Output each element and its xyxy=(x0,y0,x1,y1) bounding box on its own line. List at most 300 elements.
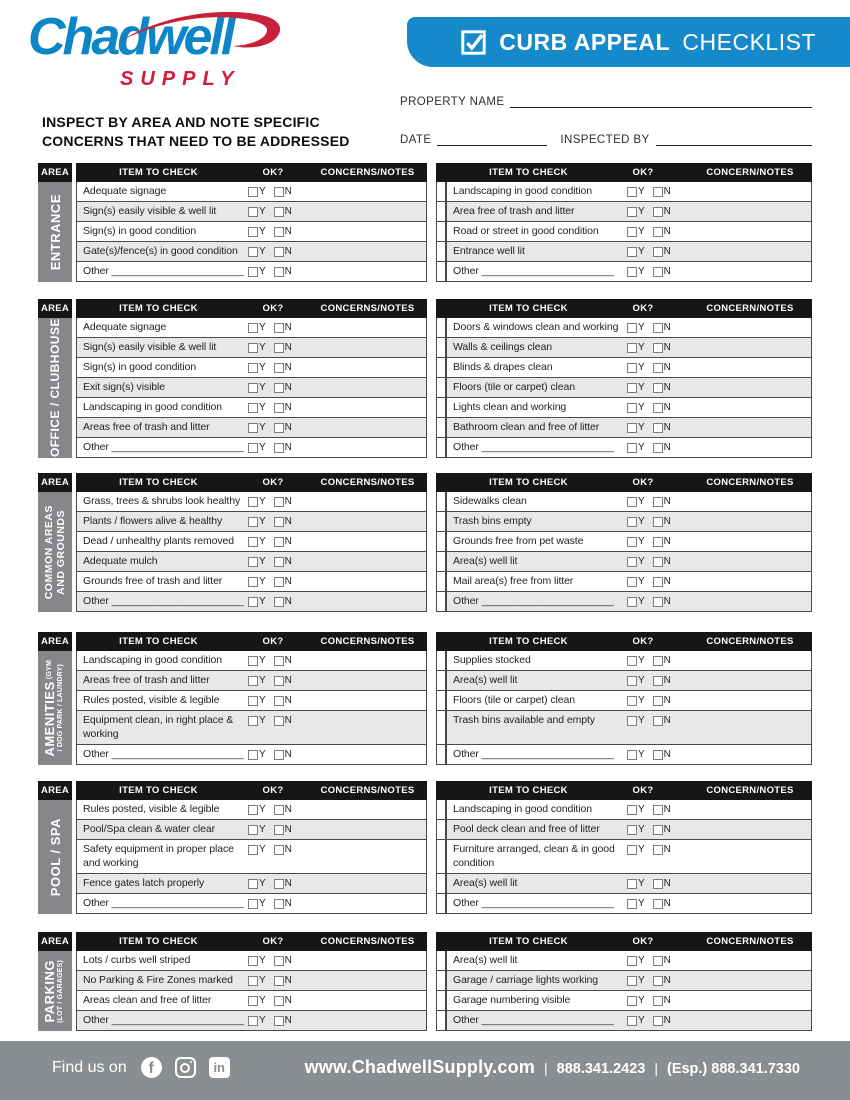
concern-notes-cell[interactable] xyxy=(688,1011,812,1031)
checkbox-no-box[interactable] xyxy=(274,825,284,835)
checkbox-no[interactable] xyxy=(274,596,292,607)
concerns-notes-cell[interactable] xyxy=(308,222,427,242)
checkbox-yes-box[interactable] xyxy=(627,443,637,453)
checkbox-yes-box[interactable] xyxy=(627,363,637,373)
checkbox-yes[interactable] xyxy=(248,402,266,413)
checkbox-yes-box[interactable] xyxy=(248,343,258,353)
concerns-notes-cell[interactable] xyxy=(308,971,427,991)
checkbox-no[interactable] xyxy=(274,824,292,835)
checkbox-yes[interactable] xyxy=(248,496,266,507)
concerns-notes-cell[interactable] xyxy=(308,492,427,512)
checkbox-no-box[interactable] xyxy=(274,597,284,607)
checkbox-no[interactable] xyxy=(653,995,671,1006)
checkbox-yes-box[interactable] xyxy=(248,207,258,217)
checkbox-no[interactable] xyxy=(653,695,671,706)
inspected-by-blank-line[interactable] xyxy=(656,132,812,146)
checkbox-no[interactable] xyxy=(653,322,671,333)
checkbox-no-box[interactable] xyxy=(274,383,284,393)
checkbox-no-box[interactable] xyxy=(274,976,284,986)
checkbox-no[interactable] xyxy=(653,206,671,217)
checkbox-yes[interactable] xyxy=(248,844,266,855)
checkbox-no[interactable] xyxy=(274,536,292,547)
checkbox-no-box[interactable] xyxy=(653,247,663,257)
checkbox-yes[interactable] xyxy=(248,878,266,889)
checkbox-no[interactable] xyxy=(274,206,292,217)
concerns-notes-cell[interactable] xyxy=(308,1011,427,1031)
checkbox-yes-box[interactable] xyxy=(248,956,258,966)
other-blank-line[interactable]: Other _______________________ xyxy=(83,595,244,607)
checkbox-no-box[interactable] xyxy=(274,805,284,815)
checkbox-no-box[interactable] xyxy=(274,956,284,966)
checkbox-no[interactable] xyxy=(653,715,671,726)
checkbox-yes-box[interactable] xyxy=(248,497,258,507)
concern-notes-cell[interactable] xyxy=(688,840,812,874)
concerns-notes-cell[interactable] xyxy=(308,951,427,971)
checkbox-yes-box[interactable] xyxy=(627,956,637,966)
checkbox-no[interactable] xyxy=(653,442,671,453)
checkbox-yes-box[interactable] xyxy=(248,383,258,393)
checkbox-no-box[interactable] xyxy=(274,996,284,1006)
checkbox-no[interactable] xyxy=(274,246,292,257)
checkbox-yes-box[interactable] xyxy=(248,656,258,666)
concerns-notes-cell[interactable] xyxy=(308,572,427,592)
checkbox-yes[interactable] xyxy=(248,804,266,815)
instagram-icon[interactable] xyxy=(175,1057,196,1078)
concern-notes-cell[interactable] xyxy=(688,592,812,612)
checkbox-no-box[interactable] xyxy=(653,207,663,217)
checkbox-no-box[interactable] xyxy=(274,899,284,909)
concerns-notes-cell[interactable] xyxy=(308,991,427,1011)
concern-notes-cell[interactable] xyxy=(688,242,812,262)
checkbox-yes-box[interactable] xyxy=(248,750,258,760)
checkbox-no[interactable] xyxy=(274,496,292,507)
checkbox-yes[interactable] xyxy=(627,422,645,433)
checkbox-no-box[interactable] xyxy=(653,976,663,986)
checkbox-no[interactable] xyxy=(653,955,671,966)
concern-notes-cell[interactable] xyxy=(688,991,812,1011)
checkbox-no[interactable] xyxy=(274,844,292,855)
checkbox-yes[interactable] xyxy=(627,246,645,257)
checkbox-yes-box[interactable] xyxy=(248,879,258,889)
checkbox-yes[interactable] xyxy=(248,246,266,257)
checkbox-yes-box[interactable] xyxy=(248,825,258,835)
checkbox-no-box[interactable] xyxy=(653,423,663,433)
checkbox-no[interactable] xyxy=(653,186,671,197)
checkbox-no[interactable] xyxy=(653,556,671,567)
checkbox-no[interactable] xyxy=(653,246,671,257)
concern-notes-cell[interactable] xyxy=(688,358,812,378)
checkbox-yes[interactable] xyxy=(248,655,266,666)
checkbox-no-box[interactable] xyxy=(274,577,284,587)
concerns-notes-cell[interactable] xyxy=(308,182,427,202)
checkbox-no-box[interactable] xyxy=(653,577,663,587)
concern-notes-cell[interactable] xyxy=(688,951,812,971)
checkbox-yes-box[interactable] xyxy=(248,597,258,607)
checkbox-no[interactable] xyxy=(653,576,671,587)
checkbox-yes[interactable] xyxy=(627,556,645,567)
checkbox-yes-box[interactable] xyxy=(627,557,637,567)
checkbox-yes-box[interactable] xyxy=(627,750,637,760)
checkbox-yes[interactable] xyxy=(248,975,266,986)
date-blank-line[interactable] xyxy=(437,132,547,146)
checkbox-yes[interactable] xyxy=(627,844,645,855)
checkbox-yes[interactable] xyxy=(627,362,645,373)
checkbox-yes[interactable] xyxy=(627,804,645,815)
checkbox-yes-box[interactable] xyxy=(248,323,258,333)
checkbox-yes[interactable] xyxy=(248,362,266,373)
checkbox-no[interactable] xyxy=(274,975,292,986)
checkbox-yes-box[interactable] xyxy=(627,423,637,433)
checkbox-yes[interactable] xyxy=(248,824,266,835)
concerns-notes-cell[interactable] xyxy=(308,262,427,282)
checkbox-yes[interactable] xyxy=(627,186,645,197)
checkbox-yes-box[interactable] xyxy=(627,517,637,527)
checkbox-yes[interactable] xyxy=(248,749,266,760)
checkbox-yes[interactable] xyxy=(248,715,266,726)
checkbox-no[interactable] xyxy=(653,382,671,393)
checkbox-no-box[interactable] xyxy=(274,676,284,686)
checkbox-no-box[interactable] xyxy=(274,187,284,197)
concerns-notes-cell[interactable] xyxy=(308,894,427,914)
checkbox-yes-box[interactable] xyxy=(627,343,637,353)
checkbox-no[interactable] xyxy=(274,955,292,966)
concerns-notes-cell[interactable] xyxy=(308,745,427,765)
concerns-notes-cell[interactable] xyxy=(308,242,427,262)
checkbox-yes-box[interactable] xyxy=(248,227,258,237)
checkbox-yes-box[interactable] xyxy=(248,537,258,547)
concern-notes-cell[interactable] xyxy=(688,532,812,552)
checkbox-no[interactable] xyxy=(653,975,671,986)
concern-notes-cell[interactable] xyxy=(688,398,812,418)
checkbox-yes-box[interactable] xyxy=(627,676,637,686)
concern-notes-cell[interactable] xyxy=(688,671,812,691)
checkbox-yes[interactable] xyxy=(248,596,266,607)
checkbox-yes[interactable] xyxy=(248,322,266,333)
checkbox-yes-box[interactable] xyxy=(627,537,637,547)
checkbox-yes[interactable] xyxy=(627,442,645,453)
checkbox-no-box[interactable] xyxy=(653,716,663,726)
checkbox-yes-box[interactable] xyxy=(248,696,258,706)
checkbox-no[interactable] xyxy=(653,362,671,373)
checkbox-no[interactable] xyxy=(653,804,671,815)
other-blank-line[interactable]: Other _______________________ xyxy=(83,748,244,760)
checkbox-yes[interactable] xyxy=(248,206,266,217)
checkbox-yes-box[interactable] xyxy=(627,383,637,393)
checkbox-no-box[interactable] xyxy=(274,716,284,726)
checkbox-no-box[interactable] xyxy=(653,996,663,1006)
checkbox-yes[interactable] xyxy=(627,596,645,607)
checkbox-yes[interactable] xyxy=(627,675,645,686)
concerns-notes-cell[interactable] xyxy=(308,338,427,358)
checkbox-yes[interactable] xyxy=(248,1015,266,1026)
checkbox-yes[interactable] xyxy=(627,655,645,666)
checkbox-no[interactable] xyxy=(274,576,292,587)
checkbox-yes[interactable] xyxy=(248,695,266,706)
checkbox-yes-box[interactable] xyxy=(248,403,258,413)
checkbox-no[interactable] xyxy=(274,749,292,760)
checkbox-no-box[interactable] xyxy=(274,227,284,237)
checkbox-no[interactable] xyxy=(274,1015,292,1026)
checkbox-no-box[interactable] xyxy=(653,676,663,686)
other-blank-line[interactable]: Other _______________________ xyxy=(453,265,614,277)
checkbox-yes-box[interactable] xyxy=(627,696,637,706)
checkbox-yes-box[interactable] xyxy=(627,187,637,197)
checkbox-yes[interactable] xyxy=(627,995,645,1006)
checkbox-no[interactable] xyxy=(653,878,671,889)
checkbox-no-box[interactable] xyxy=(653,899,663,909)
checkbox-yes-box[interactable] xyxy=(627,976,637,986)
checkbox-yes-box[interactable] xyxy=(248,517,258,527)
checkbox-yes[interactable] xyxy=(248,382,266,393)
other-blank-line[interactable]: Other _______________________ xyxy=(83,1014,244,1026)
checkbox-yes[interactable] xyxy=(627,322,645,333)
checkbox-no-box[interactable] xyxy=(274,750,284,760)
checkbox-no-box[interactable] xyxy=(274,879,284,889)
concerns-notes-cell[interactable] xyxy=(308,358,427,378)
checkbox-yes[interactable] xyxy=(627,206,645,217)
concern-notes-cell[interactable] xyxy=(688,745,812,765)
checkbox-no[interactable] xyxy=(653,844,671,855)
checkbox-yes-box[interactable] xyxy=(248,267,258,277)
other-blank-line[interactable]: Other _______________________ xyxy=(83,265,244,277)
checkbox-no-box[interactable] xyxy=(274,267,284,277)
concerns-notes-cell[interactable] xyxy=(308,651,427,671)
other-blank-line[interactable]: Other _______________________ xyxy=(453,441,614,453)
concern-notes-cell[interactable] xyxy=(688,418,812,438)
checkbox-yes[interactable] xyxy=(627,1015,645,1026)
checkbox-yes[interactable] xyxy=(627,576,645,587)
website-link[interactable]: www.ChadwellSupply.com xyxy=(304,1057,535,1077)
checkbox-yes[interactable] xyxy=(627,496,645,507)
concern-notes-cell[interactable] xyxy=(688,820,812,840)
checkbox-yes[interactable] xyxy=(248,186,266,197)
checkbox-no-box[interactable] xyxy=(653,443,663,453)
checkbox-no[interactable] xyxy=(274,322,292,333)
checkbox-no-box[interactable] xyxy=(653,557,663,567)
checkbox-yes[interactable] xyxy=(627,382,645,393)
checkbox-yes-box[interactable] xyxy=(627,825,637,835)
checkbox-yes-box[interactable] xyxy=(248,845,258,855)
checkbox-yes-box[interactable] xyxy=(248,976,258,986)
checkbox-no[interactable] xyxy=(274,226,292,237)
checkbox-yes[interactable] xyxy=(248,342,266,353)
checkbox-no-box[interactable] xyxy=(653,1016,663,1026)
checkbox-no-box[interactable] xyxy=(274,497,284,507)
checkbox-no-box[interactable] xyxy=(653,825,663,835)
checkbox-yes-box[interactable] xyxy=(627,577,637,587)
checkbox-yes[interactable] xyxy=(627,226,645,237)
concerns-notes-cell[interactable] xyxy=(308,592,427,612)
checkbox-no[interactable] xyxy=(274,382,292,393)
checkbox-no-box[interactable] xyxy=(653,497,663,507)
checkbox-no[interactable] xyxy=(274,422,292,433)
checkbox-no-box[interactable] xyxy=(653,343,663,353)
checkbox-yes-box[interactable] xyxy=(248,187,258,197)
checkbox-yes-box[interactable] xyxy=(248,557,258,567)
checkbox-yes[interactable] xyxy=(627,955,645,966)
concern-notes-cell[interactable] xyxy=(688,691,812,711)
checkbox-yes-box[interactable] xyxy=(627,207,637,217)
concerns-notes-cell[interactable] xyxy=(308,840,427,874)
checkbox-yes-box[interactable] xyxy=(627,805,637,815)
checkbox-no[interactable] xyxy=(274,442,292,453)
linkedin-icon[interactable]: in xyxy=(209,1057,230,1078)
checkbox-yes-box[interactable] xyxy=(248,899,258,909)
checkbox-no[interactable] xyxy=(653,675,671,686)
checkbox-no[interactable] xyxy=(653,266,671,277)
checkbox-no-box[interactable] xyxy=(653,363,663,373)
checkbox-yes[interactable] xyxy=(248,675,266,686)
concern-notes-cell[interactable] xyxy=(688,202,812,222)
checkbox-no-box[interactable] xyxy=(653,187,663,197)
checkbox-yes[interactable] xyxy=(248,442,266,453)
checkbox-yes-box[interactable] xyxy=(248,423,258,433)
checkbox-no[interactable] xyxy=(653,749,671,760)
concern-notes-cell[interactable] xyxy=(688,894,812,914)
checkbox-yes-box[interactable] xyxy=(248,676,258,686)
checkbox-yes[interactable] xyxy=(248,266,266,277)
concern-notes-cell[interactable] xyxy=(688,182,812,202)
checkbox-yes[interactable] xyxy=(248,995,266,1006)
checkbox-no-box[interactable] xyxy=(653,656,663,666)
checkbox-yes-box[interactable] xyxy=(248,805,258,815)
concern-notes-cell[interactable] xyxy=(688,874,812,894)
concerns-notes-cell[interactable] xyxy=(308,671,427,691)
checkbox-yes-box[interactable] xyxy=(627,656,637,666)
checkbox-no[interactable] xyxy=(274,342,292,353)
checkbox-no[interactable] xyxy=(653,596,671,607)
concerns-notes-cell[interactable] xyxy=(308,552,427,572)
checkbox-no-box[interactable] xyxy=(653,597,663,607)
concerns-notes-cell[interactable] xyxy=(308,318,427,338)
checkbox-no[interactable] xyxy=(653,824,671,835)
checkbox-no[interactable] xyxy=(653,342,671,353)
checkbox-no-box[interactable] xyxy=(274,1016,284,1026)
checkbox-no-box[interactable] xyxy=(274,557,284,567)
checkbox-yes-box[interactable] xyxy=(248,577,258,587)
concern-notes-cell[interactable] xyxy=(688,222,812,242)
checkbox-no-box[interactable] xyxy=(274,403,284,413)
checkbox-no-box[interactable] xyxy=(274,696,284,706)
checkbox-yes-box[interactable] xyxy=(627,403,637,413)
checkbox-no[interactable] xyxy=(274,516,292,527)
checkbox-no[interactable] xyxy=(274,266,292,277)
checkbox-no-box[interactable] xyxy=(274,343,284,353)
checkbox-yes-box[interactable] xyxy=(627,227,637,237)
concerns-notes-cell[interactable] xyxy=(308,418,427,438)
checkbox-no[interactable] xyxy=(274,878,292,889)
other-blank-line[interactable]: Other _______________________ xyxy=(453,897,614,909)
checkbox-no[interactable] xyxy=(653,536,671,547)
checkbox-no-box[interactable] xyxy=(653,227,663,237)
other-blank-line[interactable]: Other _______________________ xyxy=(83,897,244,909)
checkbox-no-box[interactable] xyxy=(653,879,663,889)
checkbox-no[interactable] xyxy=(653,1015,671,1026)
checkbox-no[interactable] xyxy=(274,655,292,666)
checkbox-yes[interactable] xyxy=(627,695,645,706)
checkbox-yes[interactable] xyxy=(248,536,266,547)
checkbox-no-box[interactable] xyxy=(653,845,663,855)
other-blank-line[interactable]: Other _______________________ xyxy=(453,595,614,607)
checkbox-no[interactable] xyxy=(653,422,671,433)
checkbox-no-box[interactable] xyxy=(653,805,663,815)
checkbox-no-box[interactable] xyxy=(653,383,663,393)
checkbox-no-box[interactable] xyxy=(274,363,284,373)
checkbox-yes[interactable] xyxy=(627,824,645,835)
checkbox-no-box[interactable] xyxy=(653,956,663,966)
concerns-notes-cell[interactable] xyxy=(308,378,427,398)
concern-notes-cell[interactable] xyxy=(688,651,812,671)
checkbox-yes-box[interactable] xyxy=(248,247,258,257)
checkbox-yes[interactable] xyxy=(627,715,645,726)
checkbox-yes-box[interactable] xyxy=(627,1016,637,1026)
concerns-notes-cell[interactable] xyxy=(308,532,427,552)
concern-notes-cell[interactable] xyxy=(688,492,812,512)
checkbox-no[interactable] xyxy=(653,226,671,237)
checkbox-yes[interactable] xyxy=(627,878,645,889)
concern-notes-cell[interactable] xyxy=(688,552,812,572)
checkbox-no-box[interactable] xyxy=(653,267,663,277)
checkbox-yes-box[interactable] xyxy=(627,247,637,257)
other-blank-line[interactable]: Other _______________________ xyxy=(83,441,244,453)
checkbox-yes[interactable] xyxy=(627,898,645,909)
checkbox-no[interactable] xyxy=(653,655,671,666)
checkbox-yes[interactable] xyxy=(627,342,645,353)
checkbox-no[interactable] xyxy=(274,362,292,373)
checkbox-yes-box[interactable] xyxy=(627,716,637,726)
checkbox-yes[interactable] xyxy=(627,402,645,413)
checkbox-yes-box[interactable] xyxy=(627,996,637,1006)
checkbox-yes-box[interactable] xyxy=(627,497,637,507)
checkbox-no[interactable] xyxy=(653,402,671,413)
concerns-notes-cell[interactable] xyxy=(308,800,427,820)
checkbox-no-box[interactable] xyxy=(653,537,663,547)
property-name-blank-line[interactable] xyxy=(510,94,812,108)
checkbox-yes[interactable] xyxy=(248,898,266,909)
checkbox-no[interactable] xyxy=(274,675,292,686)
concerns-notes-cell[interactable] xyxy=(308,512,427,532)
checkbox-no[interactable] xyxy=(653,516,671,527)
concerns-notes-cell[interactable] xyxy=(308,202,427,222)
checkbox-no-box[interactable] xyxy=(274,423,284,433)
checkbox-no-box[interactable] xyxy=(274,247,284,257)
checkbox-no-box[interactable] xyxy=(274,537,284,547)
facebook-icon[interactable]: f xyxy=(141,1057,162,1078)
concern-notes-cell[interactable] xyxy=(688,572,812,592)
checkbox-no-box[interactable] xyxy=(274,323,284,333)
checkbox-no-box[interactable] xyxy=(653,696,663,706)
concern-notes-cell[interactable] xyxy=(688,800,812,820)
checkbox-yes-box[interactable] xyxy=(627,845,637,855)
checkbox-yes[interactable] xyxy=(248,516,266,527)
checkbox-no-box[interactable] xyxy=(274,443,284,453)
concern-notes-cell[interactable] xyxy=(688,971,812,991)
concerns-notes-cell[interactable] xyxy=(308,398,427,418)
checkbox-no[interactable] xyxy=(274,995,292,1006)
checkbox-yes-box[interactable] xyxy=(248,716,258,726)
concern-notes-cell[interactable] xyxy=(688,338,812,358)
checkbox-yes[interactable] xyxy=(627,975,645,986)
other-blank-line[interactable]: Other _______________________ xyxy=(453,1014,614,1026)
checkbox-yes[interactable] xyxy=(627,536,645,547)
checkbox-yes-box[interactable] xyxy=(248,443,258,453)
checkbox-no-box[interactable] xyxy=(274,207,284,217)
concern-notes-cell[interactable] xyxy=(688,711,812,745)
concerns-notes-cell[interactable] xyxy=(308,820,427,840)
checkbox-no-box[interactable] xyxy=(274,656,284,666)
checkbox-no-box[interactable] xyxy=(653,403,663,413)
checkbox-yes[interactable] xyxy=(248,226,266,237)
